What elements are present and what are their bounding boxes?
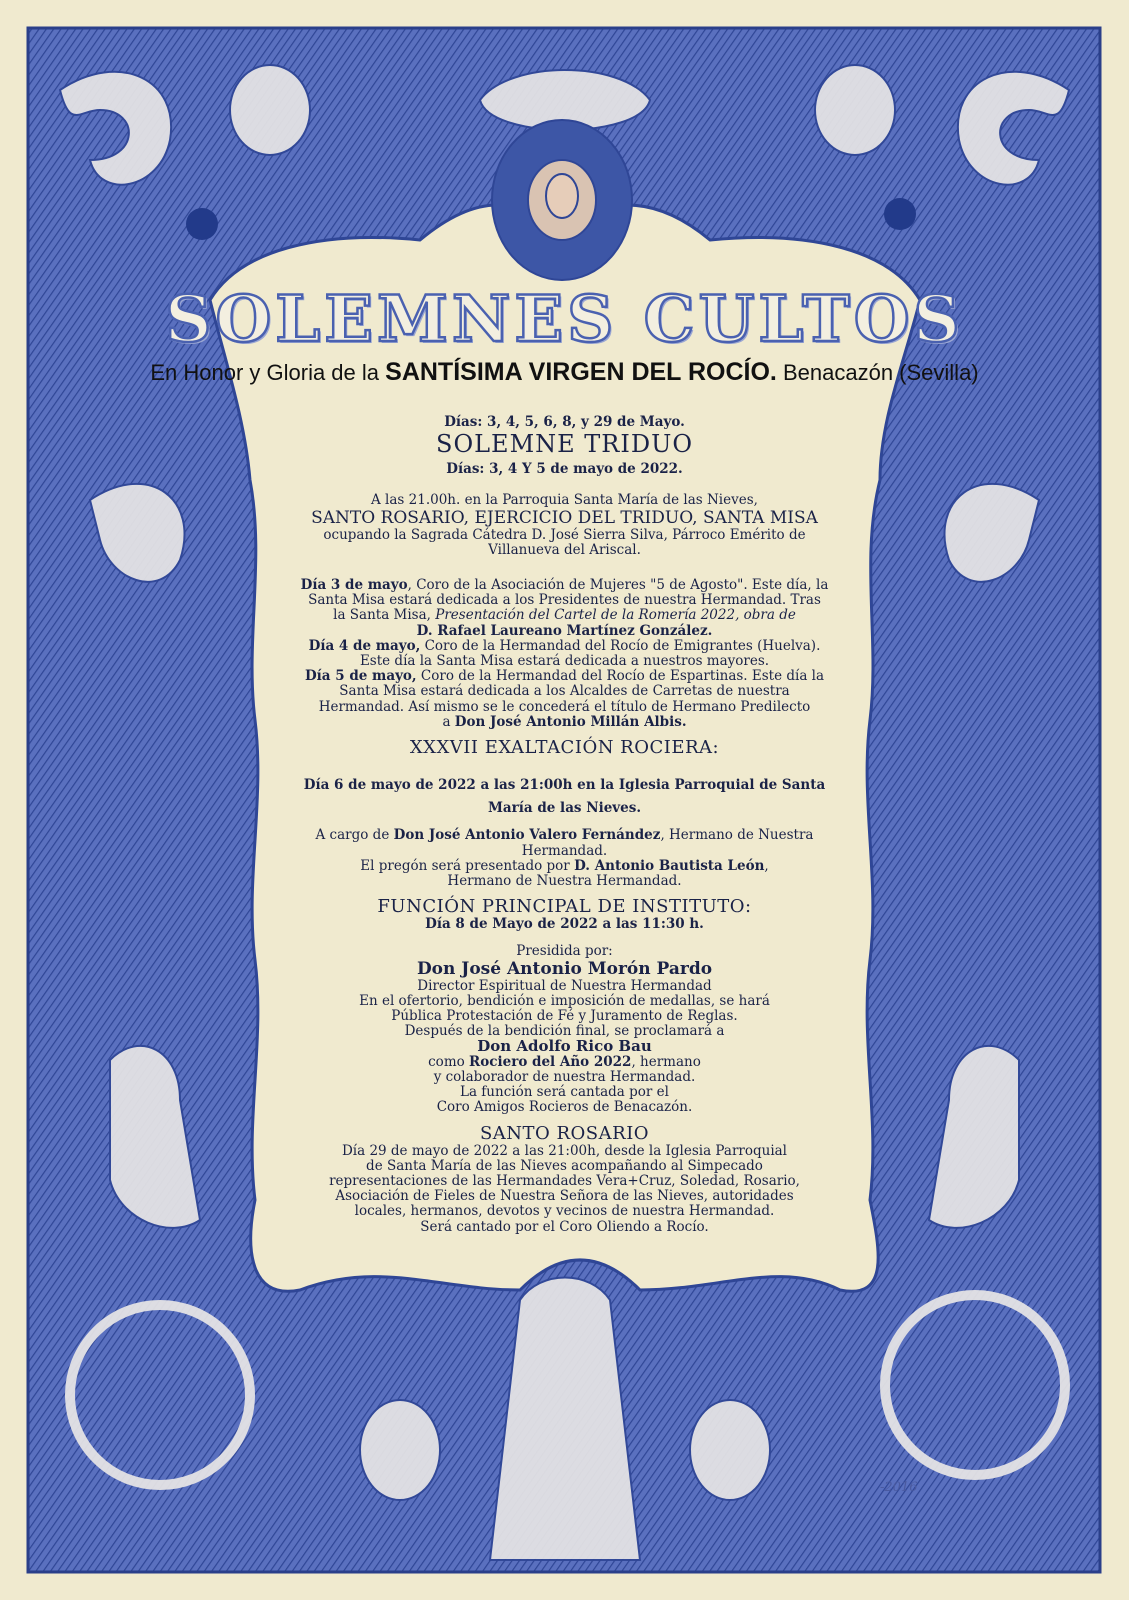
subtitle-post: Benacazón (Sevilla) [782,360,979,385]
exaltacion-pregon: El pregón será presentado por D. Antonio Bautista León, [360,857,769,874]
funcion-presidida: Presidida por: [516,943,613,960]
rosario-line6: Será cantado por el Coro Oliendo a Rocío. [420,1218,709,1235]
triduo-line4: Villanueva del Ariscal. [488,541,641,558]
rosario-line5: locales, hermanos, devotos y vecinos de nuestra Hermandad. [354,1203,775,1220]
subtitle-strong: SANTÍSIMA VIRGEN DEL ROCÍO. [385,358,777,386]
day3-line3: la Santa Misa, Presentación del Cartel de la Romería 2022, obra de [333,607,796,624]
program-body [240,415,889,1235]
exaltacion-date1: Día 6 de mayo de 2022 a las 21:00h en la Iglesia Parroquial de Santa [303,777,826,794]
rosario-line2: de Santa María de las Nieves acompañando al Simpecado [366,1157,763,1174]
funcion-line7: Coro Amigos Rocieros de Benacazón. [436,1099,693,1116]
funcion-line4: Después de la bendición final, se proclamará a [404,1023,725,1040]
triduo-days: Días: 3, 4 Y 5 de mayo de 2022. [446,461,683,478]
day4-line2: Este día la Santa Misa estará dedicada a nuestros mayores. [359,653,770,670]
funcion-line6: La función será cantada por el [460,1084,669,1101]
rosario-line3: representaciones de las Hermandades Vera+Cruz, Soledad, Rosario, [329,1172,800,1189]
triduo-line2: SANTO ROSARIO, EJERCICIO DEL TRIDUO, SANTA MISA [311,507,818,528]
exaltacion-pregon-end: Hermano de Nuestra Hermandad. [447,873,682,890]
day3-line1: Día 3 de mayo, Coro de la Asociación de Mujeres "5 de Agosto". Este día, la [300,577,829,594]
funcion-presidente: Don José Antonio Morón Pardo [416,958,713,979]
funcion-heading: FUNCIÓN PRINCIPAL DE INSTITUTO: [377,896,752,918]
triduo-line3: ocupando la Sagrada Cátedra D. José Sierra Silva, Párroco Emérito de [323,526,806,543]
funcion-como: como Rociero del Año 2022, hermano [428,1053,701,1070]
days-all: Días: 3, 4, 5, 6, 8, y 29 de Mayo. [444,414,685,430]
day3-author: D. Rafael Laureano Martínez González. [416,622,713,639]
triduo-heading: SOLEMNE TRIDUO [436,430,693,459]
rosario-heading: SANTO ROSARIO [479,1122,650,1144]
funcion-line3: Pública Protestación de Fé y Juramento de Reglas. [391,1008,738,1025]
funcion-date: Día 8 de Mayo de 2022 a las 11:30 h. [425,916,704,933]
exaltacion-date2: María de las Nieves. [487,800,642,817]
exaltacion-cargo: A cargo de Don José Antonio Valero Fernández, Hermano de Nuestra [315,827,814,844]
subtitle-pre: En Honor y Gloria de la [150,360,380,385]
day5-line4: a Don José Antonio Millán Albis. [442,713,687,730]
triduo-line1: A las 21.00h. en la Parroquia Santa María de las Nieves, [371,492,758,509]
day5-line3: Hermandad. Así mismo se le concederá el título de Hermano Predilecto [318,698,811,715]
exaltacion-cargo-end: Hermandad. [521,842,608,859]
poster-title: SOLEMNES CULTOS [165,282,964,357]
rosario-line4: Asociación de Fieles de Nuestra Señora de las Nieves, autoridades [335,1188,794,1205]
funcion-line1: Director Espiritual de Nuestra Hermandad [417,977,712,994]
artist-signature: -2016 [880,1480,918,1495]
rosario-line1: Día 29 de mayo de 2022 a las 21:00h, desde la Iglesia Parroquial [341,1142,788,1159]
day5-line1: Día 5 de mayo, Coro de la Hermandad del Rocío de Espartinas. Este día la [304,668,825,685]
funcion-line5: y colaborador de nuestra Hermandad. [433,1068,696,1085]
funcion-line2: En el ofertorio, bendición e imposición de medallas, se hará [359,992,770,1009]
exaltacion-heading: XXXVII EXALTACIÓN ROCIERA: [409,737,720,759]
day5-line2: Santa Misa estará dedicada a los Alcaldes de Carretas de nuestra [339,683,790,700]
poster-subtitle [0,358,1129,387]
day3-line2: Santa Misa estará dedicada a los Presidentes de nuestra Hermandad. Tras [308,592,821,609]
funcion-rociero: Don Adolfo Rico Bau [477,1037,652,1056]
day4-line1: Día 4 de mayo, Coro de la Hermandad del Rocío de Emigrantes (Huelva). [308,637,821,654]
